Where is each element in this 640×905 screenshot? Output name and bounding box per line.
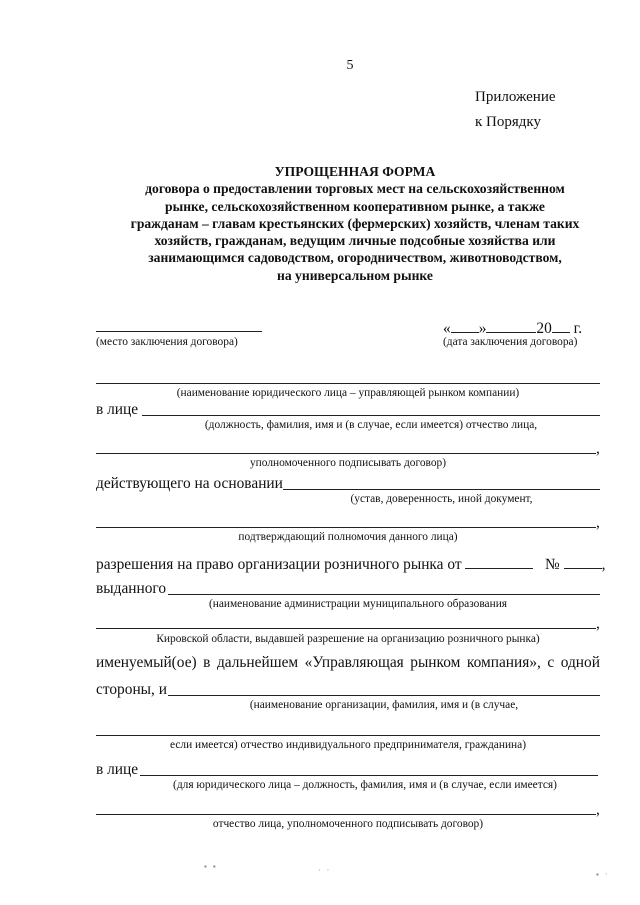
appendix-label: Приложение — [475, 89, 556, 105]
legal-entity-field[interactable] — [96, 383, 600, 384]
date-caption: (дата заключения договора) — [443, 336, 578, 348]
issuing-administration-field-continued[interactable] — [96, 628, 596, 629]
date-year-suffix: г. — [573, 320, 583, 337]
counterparty-field[interactable] — [168, 695, 600, 696]
permission-date-blank[interactable] — [465, 554, 533, 569]
counterparty-field-continued[interactable] — [96, 735, 600, 736]
legal-entity-caption: (наименование юридического лица – управляющей рынком компании) — [176, 387, 520, 399]
appendix-reference: к Порядку — [475, 114, 541, 130]
acting-basis-label: действующего на основании — [96, 475, 283, 492]
representative-field-continued[interactable] — [96, 453, 596, 454]
document-title — [80, 163, 630, 284]
title-line: рынке, сельскохозяйственном кооперативном рынке, а также — [165, 198, 545, 214]
named-hereinafter-text — [96, 654, 600, 672]
basis-document-field[interactable] — [283, 489, 600, 490]
date-field[interactable] — [443, 318, 582, 338]
title-heading: УПРОЩЕННАЯ ФОРМА — [274, 164, 436, 179]
permission-row — [96, 554, 606, 574]
text-word: в — [203, 654, 211, 671]
position-caption: (должность, фамилия, имя и (в случае, если имеется) отчество лица, — [204, 419, 538, 431]
text-word: дальнейшем — [216, 654, 299, 671]
region-caption: Кировской области, выдавшей разрешение на организацию розничного рынка) — [156, 633, 540, 645]
issued-label: выданного — [96, 580, 167, 597]
entrepreneur-caption: если имеется) отчество индивидуального предпринимателя, гражданина) — [169, 739, 526, 751]
administration-caption: (наименование администрации муниципального образования — [208, 598, 508, 610]
date-year-blank[interactable] — [552, 318, 570, 333]
comma: , — [596, 801, 600, 818]
organization-caption: (наименование организации, фамилия, имя и (в случае, — [249, 699, 519, 711]
legal-position-caption: (для юридического лица – должность, фамилия, имя и (в случае, если имеется) — [173, 779, 557, 791]
number-sign: № — [545, 556, 560, 573]
permission-label: разрешения на право организации розничного рынка от — [96, 556, 462, 573]
title-line: договора о предоставлении торговых мест на сельскохозяйственном — [145, 181, 565, 197]
text-word: компания», — [466, 654, 541, 671]
authorized-caption: уполномоченного подписывать договор) — [249, 457, 447, 469]
basis-caption: (устав, доверенность, иной документ, — [350, 493, 533, 505]
comma: , — [596, 440, 600, 457]
counterparty-representative-field-continued[interactable] — [96, 814, 596, 815]
basis-document-field-continued[interactable] — [96, 527, 596, 528]
place-caption: (место заключения договора) — [96, 336, 238, 348]
counterparty-representative-field[interactable] — [140, 775, 598, 776]
permission-number-blank[interactable] — [564, 554, 602, 569]
representative-field[interactable] — [142, 415, 600, 416]
title-line: гражданам – главам крестьянских (фермерских) хозяйств, членам таких — [130, 215, 580, 231]
title-line: занимающимся садоводством, огородничеством, животноводством, — [148, 250, 562, 266]
text-word: одной — [560, 654, 600, 671]
date-open-quote: « — [443, 320, 451, 337]
date-month-blank[interactable] — [486, 318, 536, 333]
text-word: рынком — [410, 654, 461, 671]
comma: , — [596, 615, 600, 632]
other-side-label: стороны, и — [96, 681, 167, 698]
place-field[interactable] — [96, 331, 262, 332]
scan-artifact: ▪ · — [596, 870, 610, 879]
title-line: на универсальном рынке — [277, 267, 433, 283]
title-line: хозяйств, гражданам, ведущим личные подсобные хозяйства или — [154, 233, 556, 249]
authorized-caption-2: отчество лица, уполномоченного подписывать договор) — [212, 818, 484, 830]
text-word: «Управляющая — [304, 654, 404, 671]
date-century: 20 — [536, 320, 552, 337]
issuing-administration-field[interactable] — [168, 594, 600, 595]
in-person-label-2: в лице — [96, 761, 139, 778]
text-word: с — [547, 654, 555, 671]
comma: , — [601, 556, 606, 573]
scan-artifact: · · — [318, 866, 332, 875]
text-word: именуемый(ое) — [96, 654, 197, 671]
scan-artifact: ▪ ▪ — [204, 862, 218, 871]
confirm-caption: подтверждающий полномочия данного лица) — [238, 531, 458, 543]
date-close-quote: » — [478, 320, 487, 337]
page-number: 5 — [346, 58, 354, 73]
in-person-label: в лице — [96, 401, 139, 418]
comma: , — [596, 514, 600, 531]
date-day-blank[interactable] — [451, 318, 479, 333]
